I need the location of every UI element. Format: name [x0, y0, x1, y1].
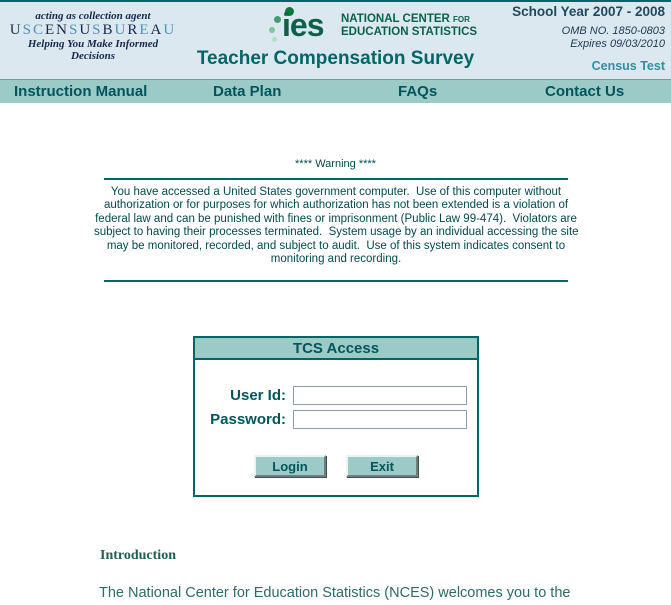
nav-data-plan[interactable]: Data Plan [213, 83, 282, 100]
button-row [195, 455, 477, 477]
census-wordmark: USCENSUSBUREAU [9, 22, 177, 38]
page-title: Teacher Compensation Survey [196, 48, 475, 69]
user-id-label: User Id: [230, 387, 286, 404]
warning-line: monitoring and recording. [270, 253, 402, 266]
ies-acronym: ies [282, 7, 324, 43]
warning-line: federal law and can be punished with fines or imprisonment (Public Law 99-474). Violators are [95, 212, 577, 225]
user-id-row [195, 386, 467, 405]
nav-instruction-manual[interactable]: Instruction Manual [14, 83, 148, 100]
divider-top [104, 178, 568, 180]
nav-faqs[interactable]: FAQs [398, 83, 438, 100]
header-right-block [512, 4, 665, 73]
school-year-label: School Year 2007 - 2008 [512, 4, 665, 19]
tcs-access-panel [193, 336, 479, 497]
warning-line: You have accessed a United States government computer. Use of this computer without [110, 186, 562, 198]
user-id-input[interactable] [293, 386, 467, 405]
warning-line: subject to having their processes terminated. System usage by an individual accessing the site [94, 226, 579, 239]
census-test-label: Census Test [591, 59, 665, 73]
warning-line: authorization or for purposes for which authorization has not been extended is a violation of [103, 199, 569, 212]
password-label: Password: [210, 411, 286, 428]
warning-title: **** Warning **** [295, 158, 376, 170]
warning-line: may be monitored, recorded, and subject to audit. Use of this system indicates consent to [106, 239, 566, 252]
omb-expires: Expires 09/03/2010 [570, 38, 665, 50]
password-row [195, 410, 467, 429]
omb-number: OMB NO. 1850-0803 [561, 25, 665, 37]
login-button[interactable]: Login [254, 455, 326, 477]
census-tagline-bottom: Helping You Make Informed Decisions [27, 38, 159, 62]
main-nav [0, 79, 671, 103]
tcs-access-title: TCS Access [195, 338, 477, 360]
warning-paragraph [94, 186, 578, 266]
exit-button[interactable]: Exit [346, 455, 418, 477]
password-input[interactable] [293, 410, 467, 429]
introduction-heading: Introduction [100, 548, 176, 563]
census-tagline-top: acting as collection agent [35, 10, 151, 22]
introduction-paragraph: The National Center for Education Statistics (NCES) welcomes you to the [99, 585, 571, 601]
divider-bottom [104, 280, 568, 282]
nav-contact-us[interactable]: Contact Us [545, 83, 625, 100]
page-header [0, 2, 671, 79]
nces-wordmark: NATIONAL CENTER FOR EDUCATION STATISTICS [341, 13, 478, 38]
